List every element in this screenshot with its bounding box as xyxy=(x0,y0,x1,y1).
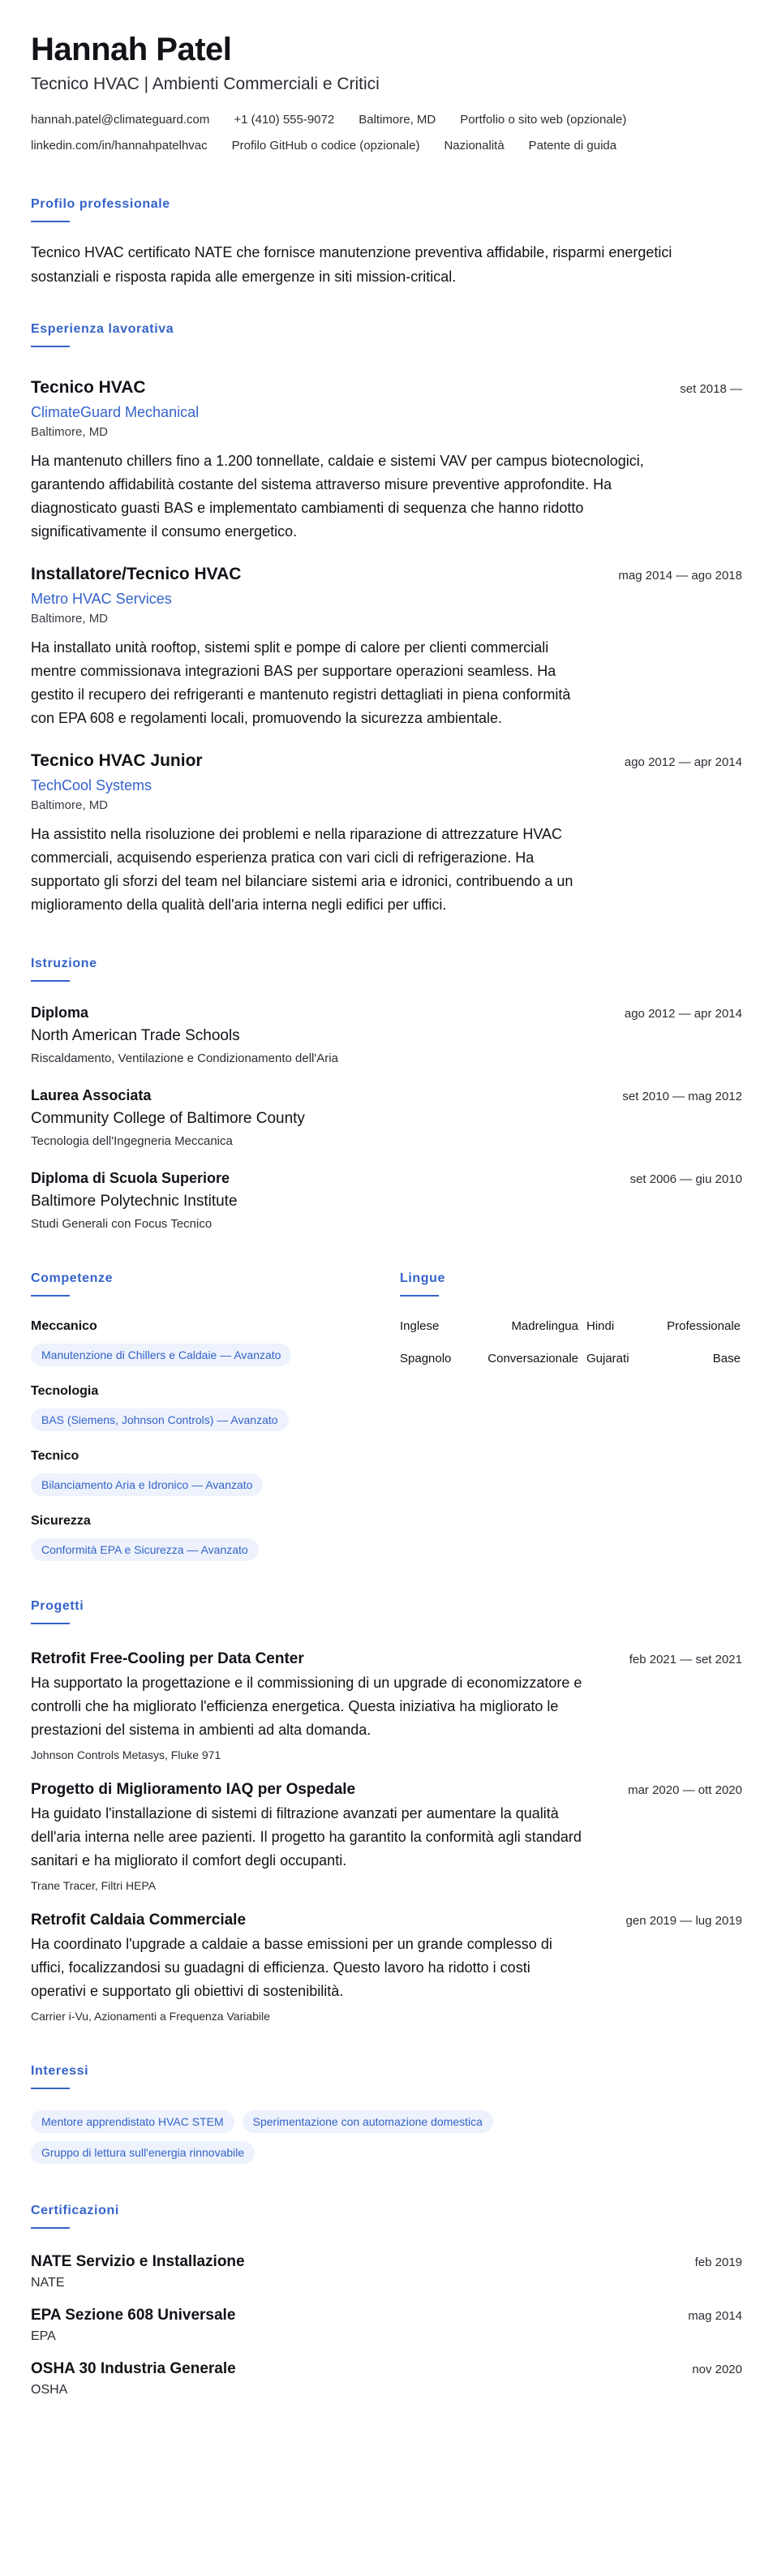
language-name: Gujarati xyxy=(586,1352,629,1365)
certification-item xyxy=(31,2305,742,2346)
project-technologies: Johnson Controls Metasys, Fluke 971 xyxy=(31,1748,221,1761)
education-item xyxy=(31,1086,742,1150)
project-date: gen 2019 — lug 2019 xyxy=(625,1914,742,1928)
profile-section xyxy=(31,196,742,289)
interest-tag: Sperimentazione con automazione domestica xyxy=(243,2110,493,2133)
job-company: ClimateGuard Mechanical xyxy=(31,404,200,420)
education-field: Riscaldamento, Ventilazione e Condizionamento dell'Aria xyxy=(31,1051,338,1065)
contact-email[interactable]: hannah.patel@climateguard.com xyxy=(31,113,210,127)
certification-date: nov 2020 xyxy=(692,2363,742,2376)
education-school: Community College of Baltimore County xyxy=(31,1110,305,1127)
job-location: Baltimore, MD xyxy=(31,798,109,812)
certification-name: EPA Sezione 608 Universale xyxy=(31,2307,236,2324)
experience-item xyxy=(31,376,742,544)
language-name: Spagnolo xyxy=(400,1352,452,1365)
language-level: Professionale xyxy=(667,1319,741,1333)
skill-group xyxy=(31,1318,400,1366)
section-title-experience: Esperienza lavorativa xyxy=(31,322,174,336)
job-description: Ha installato unità rooftop, sistemi split e pompe di calore per clienti commerciali mentre commissionava integrazioni BAS per supportare operazioni seamless. Ha gestito il recupero dei refrigeranti e mantenuto registri dettagliati in piena conformità con EPA 608 e regolamenti locali, promuovendo la sicurezza ambientale. xyxy=(31,639,571,726)
project-title: Retrofit Free-Cooling per Data Center xyxy=(31,1650,304,1667)
job-company: Metro HVAC Services xyxy=(31,591,172,607)
interest-tag: Gruppo di lettura sull'energia rinnovabile xyxy=(31,2141,255,2164)
certifications-section xyxy=(31,2203,742,2399)
contact-linkedin[interactable]: linkedin.com/in/hannahpatelhvac xyxy=(31,139,208,153)
job-date: set 2018 — xyxy=(680,382,742,396)
language-level: Madrelingua xyxy=(511,1319,578,1333)
certification-item xyxy=(31,2359,742,2399)
job-role: Tecnico HVAC xyxy=(31,378,146,397)
education-field: Tecnologia dell'Ingegneria Meccanica xyxy=(31,1134,233,1148)
certification-name: NATE Servizio e Installazione xyxy=(31,2253,245,2270)
language-name: Hindi xyxy=(586,1319,615,1333)
job-role: Installatore/Tecnico HVAC xyxy=(31,565,242,583)
skills-languages-row xyxy=(31,1271,742,1561)
language-row xyxy=(400,1350,741,1368)
section-title-interests: Interessi xyxy=(31,2064,89,2078)
job-company: TechCool Systems xyxy=(31,777,152,793)
section-title-skills: Competenze xyxy=(31,1271,114,1285)
projects-section xyxy=(31,1598,742,2024)
skill-category: Meccanico xyxy=(31,1319,97,1333)
section-title-profile: Profilo professionale xyxy=(31,197,170,211)
education-section xyxy=(31,956,742,1233)
project-technologies: Trane Tracer, Filtri HEPA xyxy=(31,1879,157,1892)
language-level: Base xyxy=(712,1352,741,1365)
education-item xyxy=(31,1003,742,1068)
education-degree: Diploma di Scuola Superiore xyxy=(31,1170,230,1186)
language-row xyxy=(400,1318,741,1335)
certification-name: OSHA 30 Industria Generale xyxy=(31,2360,236,2377)
language-level: Conversazionale xyxy=(487,1352,578,1365)
education-school: Baltimore Polytechnic Institute xyxy=(31,1193,238,1210)
contact-driving-license: Patente di guida xyxy=(528,139,617,153)
resume-header xyxy=(31,31,742,154)
section-title-certifications: Certificazioni xyxy=(31,2204,119,2217)
section-title-education: Istruzione xyxy=(31,957,97,970)
skill-category: Tecnologia xyxy=(31,1384,99,1398)
skill-group xyxy=(31,1447,400,1496)
project-title: Progetto di Miglioramento IAQ per Ospedale xyxy=(31,1781,356,1798)
candidate-title: Tecnico HVAC | Ambienti Commerciali e Critici xyxy=(31,75,380,93)
education-field: Studi Generali con Focus Tecnico xyxy=(31,1217,213,1231)
section-divider xyxy=(31,221,70,222)
skill-category: Sicurezza xyxy=(31,1514,91,1528)
candidate-name: Hannah Patel xyxy=(31,32,232,67)
experience-section xyxy=(31,321,742,917)
section-divider xyxy=(400,1295,439,1297)
experience-item xyxy=(31,750,742,917)
project-item xyxy=(31,1910,742,2024)
project-description: Ha supportato la progettazione e il commissioning di un upgrade di economizzatore e controlli che ha migliorato l'efficienza energetica. Questa iniziativa ha migliorato le prestazioni del sistema in ambienti ad alta domanda. xyxy=(31,1675,582,1738)
project-technologies: Carrier i-Vu, Azionamenti a Frequenza Variabile xyxy=(31,2010,270,2023)
contact-portfolio[interactable]: Portfolio o sito web (opzionale) xyxy=(460,113,627,127)
certification-date: feb 2019 xyxy=(694,2256,742,2269)
section-title-languages: Lingue xyxy=(400,1271,446,1285)
section-divider xyxy=(31,346,70,347)
certification-issuer: OSHA xyxy=(31,2383,68,2397)
section-divider xyxy=(31,1295,70,1297)
languages-section xyxy=(400,1271,741,1561)
skill-tag: Bilanciamento Aria e Idronico — Avanzato xyxy=(31,1473,263,1496)
job-date: ago 2012 — apr 2014 xyxy=(624,755,742,769)
project-item xyxy=(31,1779,742,1894)
interest-tag: Mentore apprendistato HVAC STEM xyxy=(31,2110,234,2133)
interests-section xyxy=(31,2063,742,2164)
contact-github[interactable]: Profilo GitHub o codice (opzionale) xyxy=(231,139,420,153)
job-location: Baltimore, MD xyxy=(31,612,109,626)
contact-list xyxy=(31,112,745,154)
project-date: mar 2020 — ott 2020 xyxy=(628,1783,742,1797)
skill-category: Tecnico xyxy=(31,1449,79,1463)
section-title-projects: Progetti xyxy=(31,1599,84,1613)
language-name: Inglese xyxy=(400,1319,440,1333)
skill-group xyxy=(31,1383,400,1431)
education-school: North American Trade Schools xyxy=(31,1027,240,1044)
certification-issuer: EPA xyxy=(31,2329,56,2343)
experience-item xyxy=(31,563,742,730)
project-title: Retrofit Caldaia Commerciale xyxy=(31,1912,247,1929)
job-location: Baltimore, MD xyxy=(31,425,109,439)
job-description: Ha assistito nella risoluzione dei problemi e nella riparazione di attrezzature HVAC commerciali, acquisendo esperienza pratica con vari cicli di refrigerazione. Ha supportato gli sforzi del team nel bilanciare sistemi aria e idronici, contribuendo a un miglioramento della qualità dell'aria interna negli edifici per uffici. xyxy=(31,826,573,913)
education-degree: Diploma xyxy=(31,1004,89,1021)
education-date: set 2010 — mag 2012 xyxy=(622,1090,742,1103)
skills-section xyxy=(31,1271,400,1561)
education-item xyxy=(31,1168,742,1233)
skill-tag: BAS (Siemens, Johnson Controls) — Avanzato xyxy=(31,1408,289,1431)
job-date: mag 2014 — ago 2018 xyxy=(618,569,742,583)
project-description: Ha coordinato l'upgrade a caldaie a basse emissioni per un grande complesso di uffici, focalizzandosi su guadagni di efficienza. Questo lavoro ha ridotto i costi operativi e supportato gli obiettivi di sostenibilità. xyxy=(31,1936,552,1999)
skill-group xyxy=(31,1512,400,1561)
skill-tag: Manutenzione di Chillers e Caldaie — Avanzato xyxy=(31,1344,291,1366)
certification-issuer: NATE xyxy=(31,2276,65,2290)
project-date: feb 2021 — set 2021 xyxy=(629,1653,742,1666)
education-date: set 2006 — giu 2010 xyxy=(629,1172,742,1186)
profile-summary: Tecnico HVAC certificato NATE che fornisce manutenzione preventiva affidabile, risparmi energetici sostanziali e risposta rapida alle emergenze in siti mission-critical. xyxy=(31,244,672,285)
certification-date: mag 2014 xyxy=(688,2309,742,2323)
interest-tags xyxy=(31,2110,599,2164)
certification-item xyxy=(31,2251,742,2292)
job-role: Tecnico HVAC Junior xyxy=(31,751,203,770)
education-degree: Laurea Associata xyxy=(31,1087,152,1103)
contact-phone[interactable]: +1 (410) 555-9072 xyxy=(234,113,335,127)
project-item xyxy=(31,1649,742,1763)
section-divider xyxy=(31,2088,70,2089)
contact-location: Baltimore, MD xyxy=(359,113,436,127)
job-description: Ha mantenuto chillers fino a 1.200 tonnellate, caldaie e sistemi VAV per campus biotecnologici, garantendo affidabilità costante del sistema attraverso misure preventive approfondite. Ha diagnosticato guasti BAS e implementato cambiamenti di sequenza che hanno ridotto significativamente il consumo energetico. xyxy=(31,453,644,540)
section-divider xyxy=(31,2227,70,2229)
project-description: Ha guidato l'installazione di sistemi di filtrazione avanzati per aumentare la qualità dell'aria interna nelle aree pazienti. Il progetto ha garantito la conformità agli standard sanitari e ha migliorato il comfort degli occupanti. xyxy=(31,1805,582,1869)
section-divider xyxy=(31,980,70,982)
contact-nationality: Nazionalità xyxy=(444,139,505,153)
section-divider xyxy=(31,1623,70,1624)
education-date: ago 2012 — apr 2014 xyxy=(624,1007,742,1021)
skill-tag: Conformità EPA e Sicurezza — Avanzato xyxy=(31,1538,259,1561)
